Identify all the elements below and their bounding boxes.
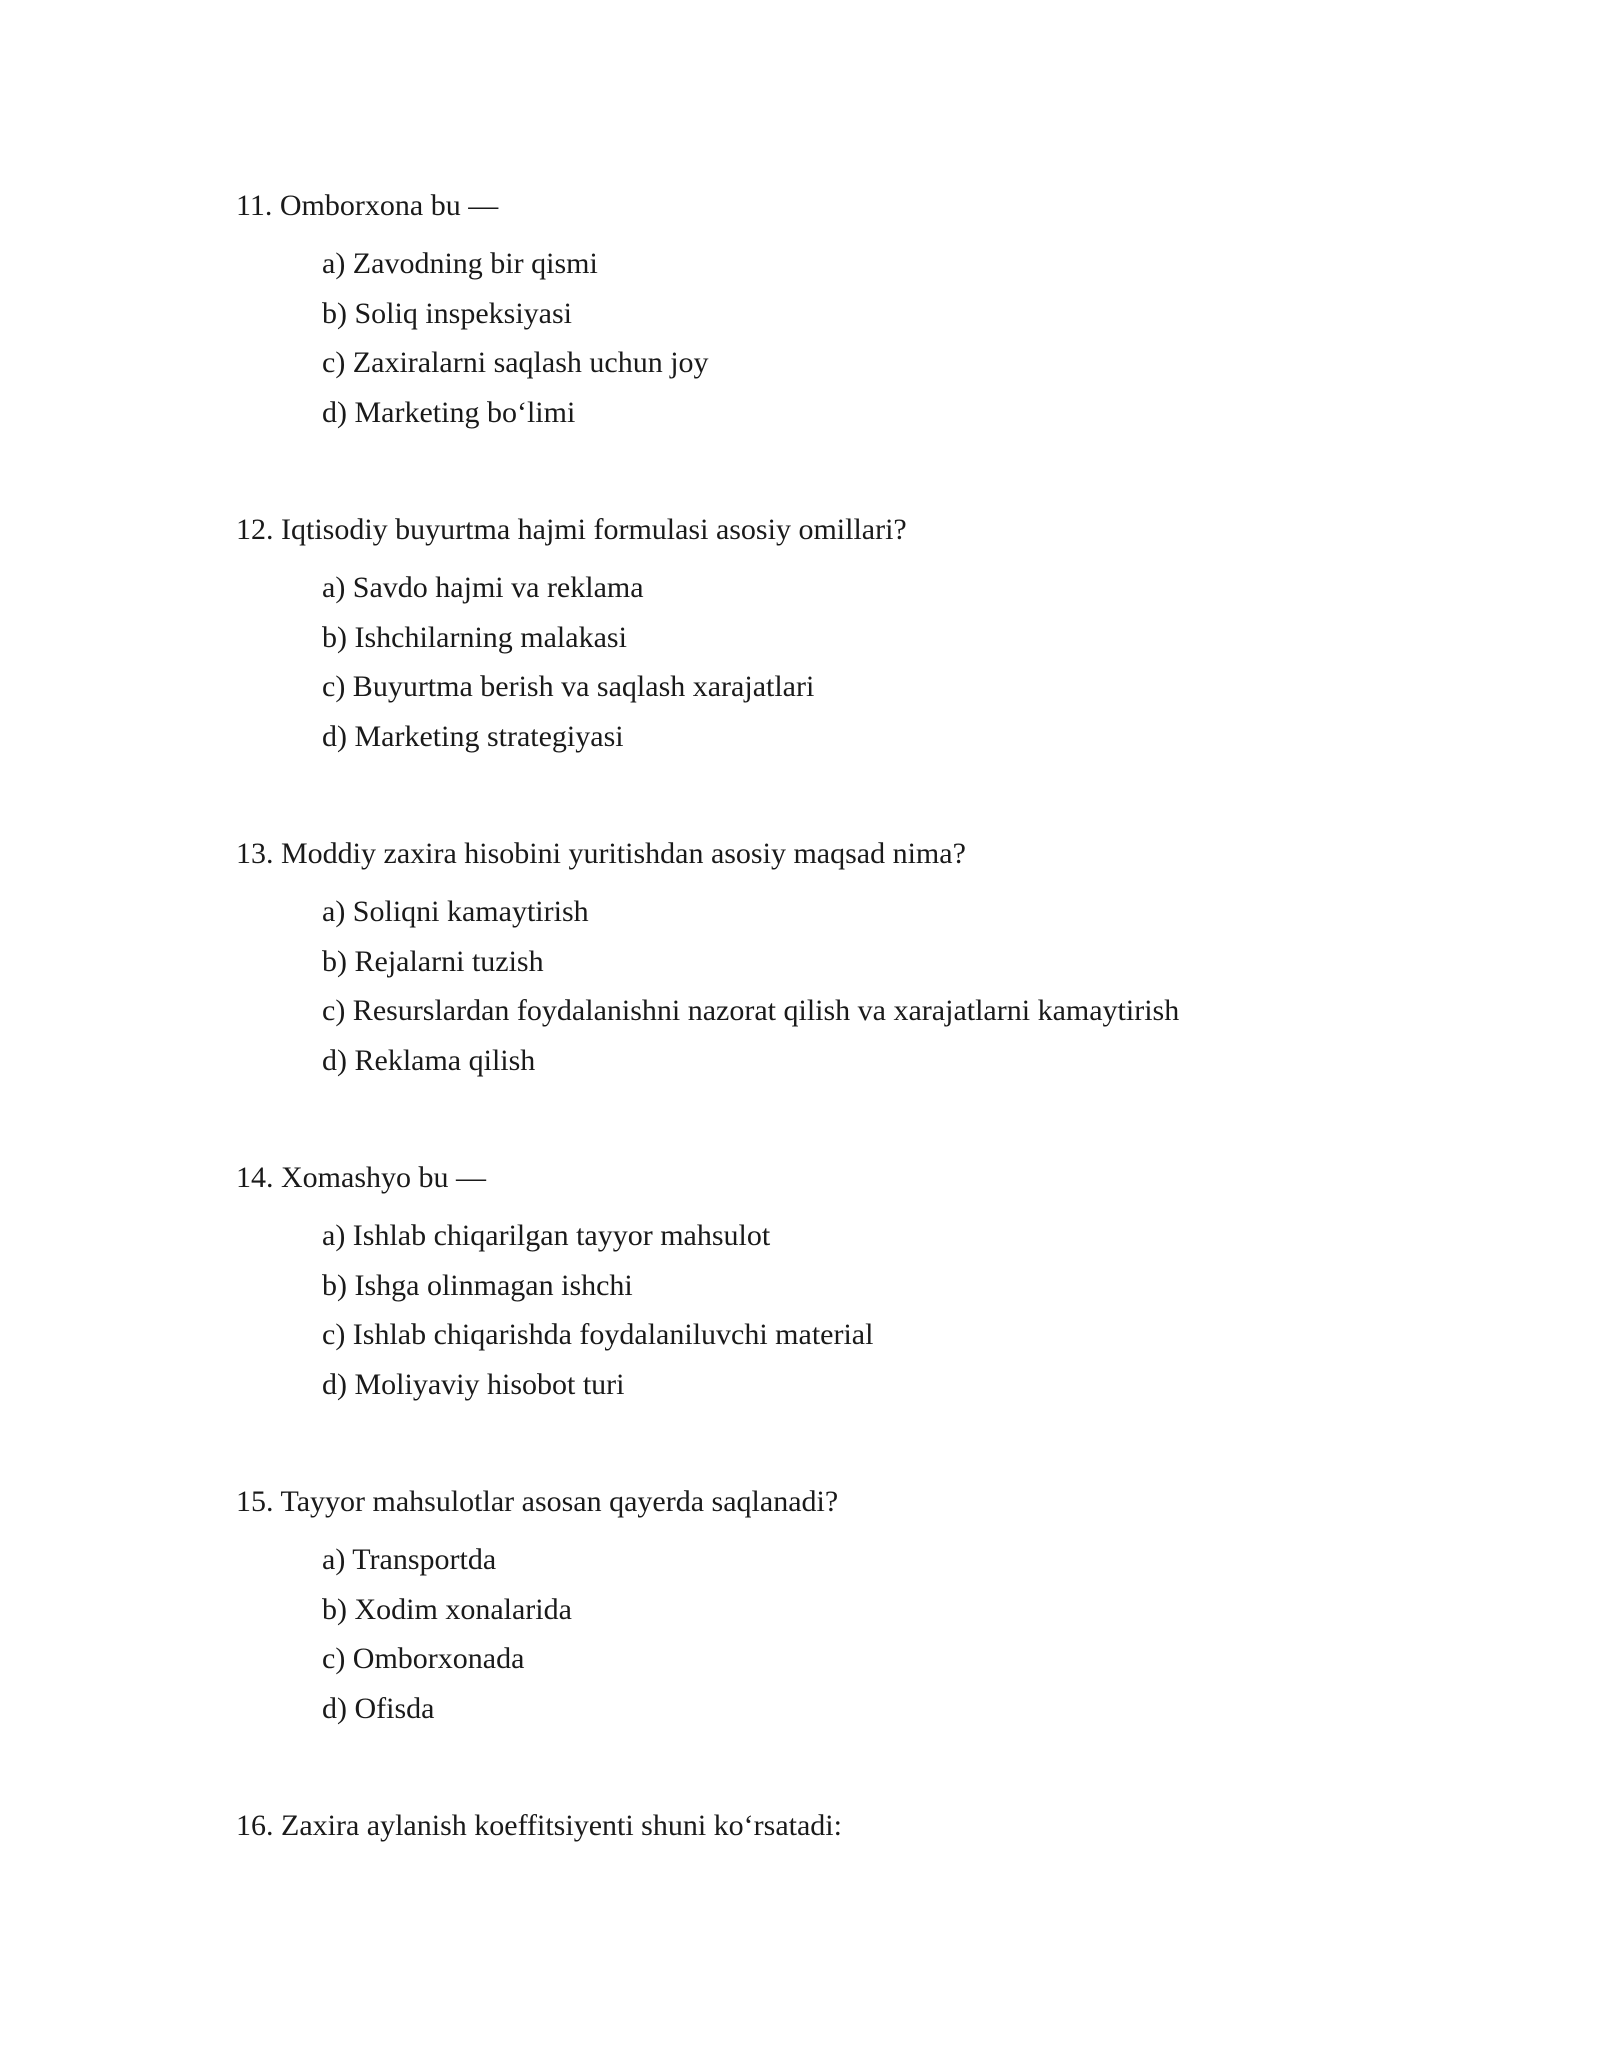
answer-option-d: d) Moliyaviy hisobot turi [322,1367,625,1401]
question-13 [236,836,1436,1079]
answer-option-a: a) Soliqni kamaytirish [322,895,589,928]
answer-option-b: b) Xodim xonalarida [322,1592,572,1626]
answer-option-a: a) Zavodning bir qismi [322,247,598,280]
answer-option-d: d) Ofisda [322,1691,435,1725]
answer-option-c: c) Resurslardan foydalanishni nazorat qilish va xarajatlarni kamaytirish [322,994,1180,1027]
answer-options [322,1218,1436,1403]
question-title: 12. Iqtisodiy buyurtma hajmi formulasi asosiy omillari? [236,513,907,546]
answer-option-b: b) Ishchilarning malakasi [322,620,627,654]
answer-option-a: a) Savdo hajmi va reklama [322,571,644,604]
answer-option-c: c) Buyurtma berish va saqlash xarajatlari [322,670,815,703]
question-12 [236,512,1436,755]
answer-option-d: d) Marketing strategiyasi [322,719,624,753]
question-11 [236,188,1436,431]
answer-option-a: a) Transportda [322,1543,497,1576]
answer-option-c: c) Omborxonada [322,1642,525,1675]
question-title: 14. Xomashyo bu — [236,1161,486,1194]
answer-option-a: a) Ishlab chiqarilgan tayyor mahsulot [322,1219,771,1252]
answer-option-b: b) Soliq inspeksiyasi [322,296,573,330]
answer-option-d: d) Marketing bo‘limi [322,395,576,429]
answer-options [322,570,1436,755]
question-title: 16. Zaxira aylanish koeffitsiyenti shuni ko‘rsatadi: [236,1809,842,1842]
answer-options [322,246,1436,431]
answer-option-d: d) Reklama qilish [322,1043,536,1077]
answer-options [322,894,1436,1079]
question-title: 11. Omborxona bu — [236,189,499,222]
answer-option-c: c) Zaxiralarni saqlash uchun joy [322,346,709,379]
question-15 [236,1484,1436,1727]
answer-options [322,1542,1436,1727]
answer-option-c: c) Ishlab chiqarishda foydalaniluvchi material [322,1318,874,1351]
question-16 [236,1808,1436,1844]
question-title: 15. Tayyor mahsulotlar asosan qayerda saqlanadi? [236,1485,839,1518]
answer-option-b: b) Rejalarni tuzish [322,944,544,978]
question-title: 13. Moddiy zaxira hisobini yuritishdan asosiy maqsad nima? [236,837,966,870]
answer-option-b: b) Ishga olinmagan ishchi [322,1268,633,1302]
question-14 [236,1160,1436,1403]
